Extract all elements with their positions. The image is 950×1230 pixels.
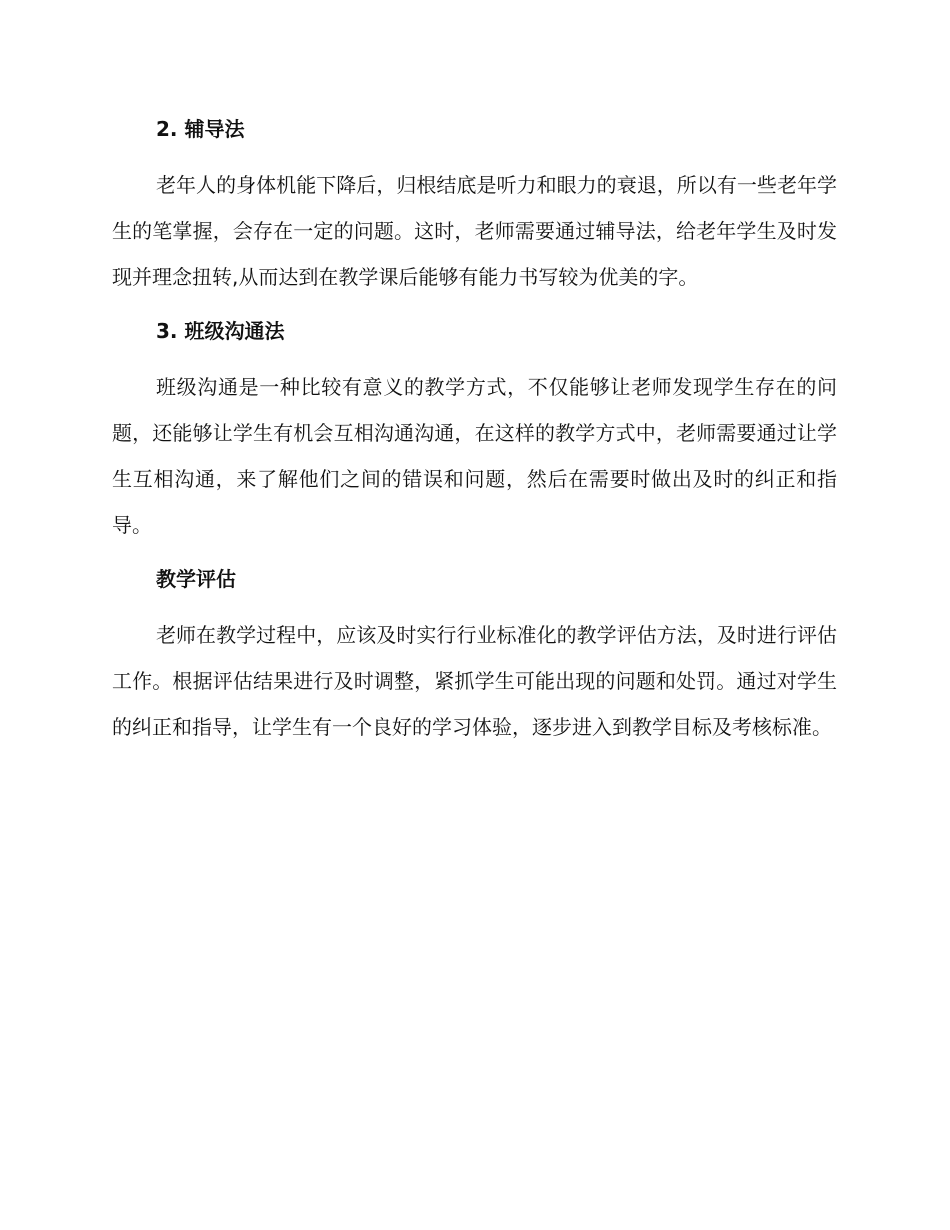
section-paragraph-class-communication: 班级沟通是一种比较有意义的教学方式，不仅能够让老师发现学生存在的问题，还能够让学生有机会互相沟通沟通，在这样的教学方式中，老师需要通过让学生互相沟通，来了解他们之间的错误和问题，然后在需要时做出及时的纠正和指导。 <box>112 375 837 537</box>
section-paragraph-tutoring: 老年人的身体机能下降后，归根结底是听力和眼力的衰退，所以有一些老年学生的笔掌握，会存在一定的问题。这时，老师需要通过辅导法，给老年学生及时发现并理念扭转,从而达到在教学课后能够有能力书写较为优美的字。 <box>112 173 837 289</box>
spacer <box>112 348 837 364</box>
spacer <box>112 146 837 162</box>
section-heading-teaching-evaluation: 教学评估 <box>156 567 236 591</box>
section-heading-tutoring: 2. 辅导法 <box>156 117 245 141</box>
spacer <box>112 596 837 612</box>
spacer <box>112 300 837 314</box>
section-heading-class-communication: 3. 班级沟通法 <box>156 319 285 343</box>
spacer <box>112 548 837 562</box>
document-body <box>112 112 837 750</box>
section-paragraph-teaching-evaluation: 老师在教学过程中，应该及时实行行业标准化的教学评估方法，及时进行评估工作。根据评估结果进行及时调整，紧抓学生可能出现的问题和处罚。通过对学生的纠正和指导，让学生有一个良好的学习体验，逐步进入到教学目标及考核标准。 <box>112 623 837 739</box>
